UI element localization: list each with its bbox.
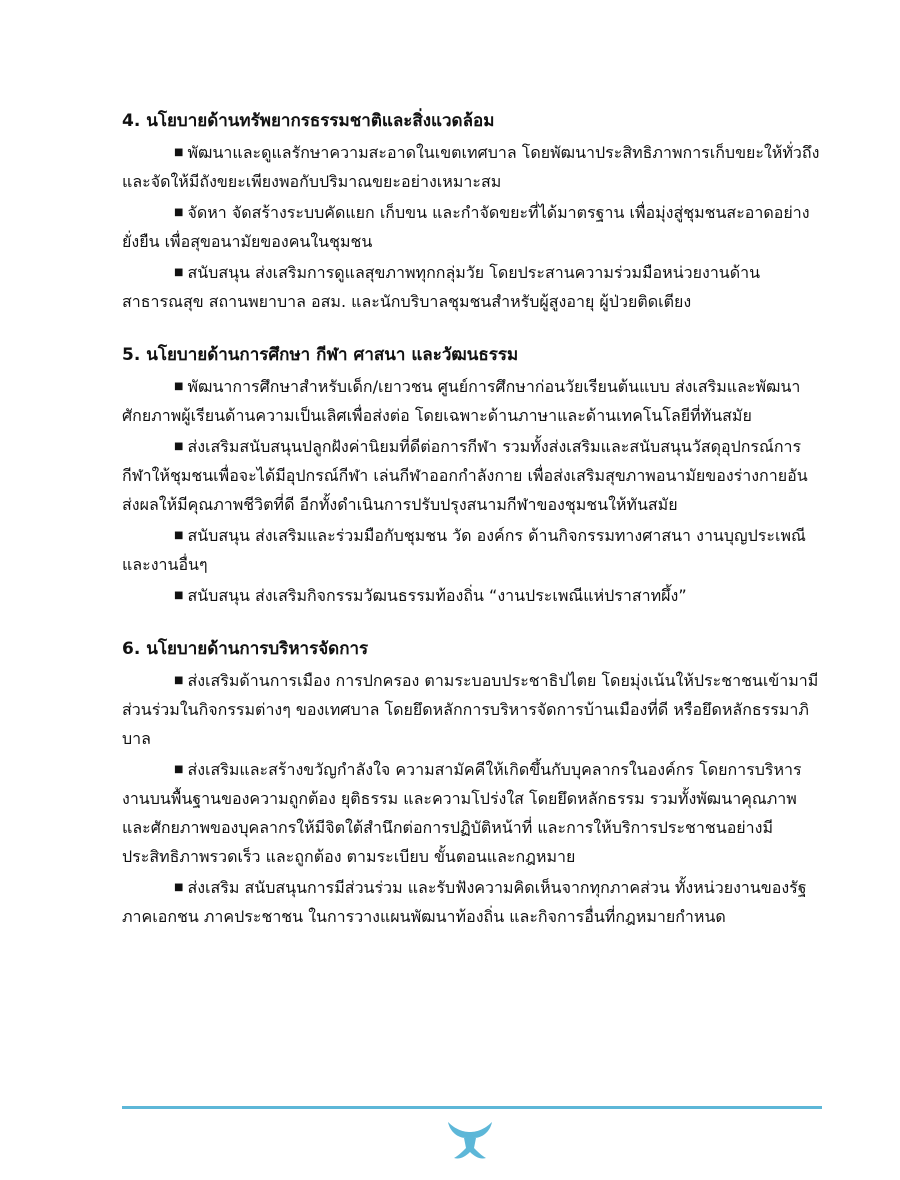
bullet-icon: ■ (174, 530, 184, 541)
bullet-icon: ■ (174, 882, 184, 893)
bullet-icon: ■ (174, 267, 184, 278)
logo-tail (454, 1138, 486, 1159)
paragraph-text: จัดหา จัดสร้างระบบคัดแยก เก็บขน และกำจัดขยะที่ได้มาตรฐาน เพื่อมุ่งสู่ชุมชนสะอาดอย่างยั่งยืน เพื่อสุขอนามัยของคนในชุมชน (122, 203, 810, 251)
footer-divider (122, 1106, 822, 1109)
paragraph (122, 372, 822, 430)
bullet-icon: ■ (174, 381, 184, 392)
section-administration (122, 634, 822, 931)
bullet-icon: ■ (174, 675, 184, 686)
paragraph-text: ส่งเสริมสนับสนุนปลูกฝังค่านิยมที่ดีต่อการกีฬา รวมทั้งส่งเสริมและสนับสนุนวัสดุอุปกรณ์การกีฬาให้ชุมชนเพื่อจะได้มีอุปกรณ์กีฬา เล่นกีฬาออกกำลังกาย เพื่อส่งเสริมสุขภาพอนามัยของร่างกายอันส่งผลให้มีคุณภาพชีวิตที่ดี อีกทั้งดำเนินการปรับปรุงสนามกีฬาของชุมชนให้ทันสมัย (122, 437, 808, 514)
stylized-wing-logo-icon (446, 1116, 494, 1162)
paragraph-text: พัฒนาการศึกษาสำหรับเด็ก/เยาวชน ศูนย์การศึกษาก่อนวัยเรียนต้นแบบ ส่งเสริมและพัฒนาศักยภาพผู้เรียนด้านความเป็นเลิศเพื่อส่งต่อ โดยเฉพาะด้านภาษาและด้านเทคโนโลยีที่ทันสมัย (122, 377, 801, 425)
paragraph (122, 198, 822, 256)
paragraph (122, 666, 822, 753)
paragraph (122, 581, 822, 610)
paragraph (122, 755, 822, 871)
bullet-icon: ■ (174, 441, 184, 452)
paragraph (122, 258, 822, 316)
bullet-icon: ■ (174, 207, 184, 218)
section-heading: 5. นโยบายด้านการศึกษา กีฬา ศาสนา และวัฒนธรรม (122, 345, 519, 365)
paragraph-text: สนับสนุน ส่งเสริมและร่วมมือกับชุมชน วัด องค์กร ด้านกิจกรรมทางศาสนา งานบุญประเพณี และงานอื่นๆ (122, 526, 806, 574)
logo-wings (448, 1122, 492, 1138)
paragraph-text: ส่งเสริมและสร้างขวัญกำลังใจ ความสามัคคีให้เกิดขึ้นกับบุคลากรในองค์กร โดยการบริหารงานบนพื้นฐานของความถูกต้อง ยุติธรรม และความโปร่งใส โดยยึดหลักธรรม รวมทั้งพัฒนาคุณภาพและศักยภาพของบุคลากรให้มีจิตใต้สำนึกต่อการปฏิบัติหน้าที่ และการให้บริการประชาชนอย่างมีประสิทธิภาพรวดเร็ว และถูกต้อง ตามระเบียบ ขั้นตอนและกฎหมาย (122, 760, 802, 866)
section-heading: 6. นโยบายด้านการบริหารจัดการ (122, 639, 369, 659)
section-heading: 4. นโยบายด้านทรัพยากรธรรมชาติและสิ่งแวดล้อม (122, 111, 495, 131)
paragraph (122, 873, 822, 931)
section-environment (122, 106, 822, 316)
paragraph (122, 521, 822, 579)
paragraph (122, 138, 822, 196)
paragraph-text: สนับสนุน ส่งเสริมกิจกรรมวัฒนธรรมท้องถิ่น “งานประเพณีแห่ปราสาทผึ้ง” (187, 586, 687, 605)
paragraph (122, 432, 822, 519)
paragraph-text: ส่งเสริม สนับสนุนการมีส่วนร่วม และรับฟังความคิดเห็นจากทุกภาคส่วน ทั้งหน่วยงานของรัฐ ภาคเอกชน ภาคประชาชน ในการวางแผนพัฒนาท้องถิ่น และกิจการอื่นที่กฎหมายกำหนด (122, 878, 807, 926)
paragraph-text: สนับสนุน ส่งเสริมการดูแลสุขภาพทุกกลุ่มวัย โดยประสานความร่วมมือหน่วยงานด้านสาธารณสุข สถานพยาบาล อสม. และนักบริบาลชุมชนสำหรับผู้สูงอายุ ผู้ป่วยติดเตียง (122, 263, 761, 311)
paragraph-text: พัฒนาและดูแลรักษาความสะอาดในเขตเทศบาล โดยพัฒนาประสิทธิภาพการเก็บขยะให้ทั่วถึงและจัดให้มีถังขยะเพียงพอกับปริมาณขยะอย่างเหมาะสม (122, 143, 820, 191)
section-education (122, 340, 822, 610)
bullet-icon: ■ (174, 590, 184, 601)
bullet-icon: ■ (174, 764, 184, 775)
bullet-icon: ■ (174, 147, 184, 158)
document-body (122, 106, 822, 955)
paragraph-text: ส่งเสริมด้านการเมือง การปกครอง ตามระบอบประชาธิปไตย โดยมุ่งเน้นให้ประชาชนเข้ามามีส่วนร่วมในกิจกรรมต่างๆ ของเทศบาล โดยยึดหลักการบริหารจัดการบ้านเมืองที่ดี หรือยึดหลักธรรมาภิบาล (122, 671, 819, 748)
